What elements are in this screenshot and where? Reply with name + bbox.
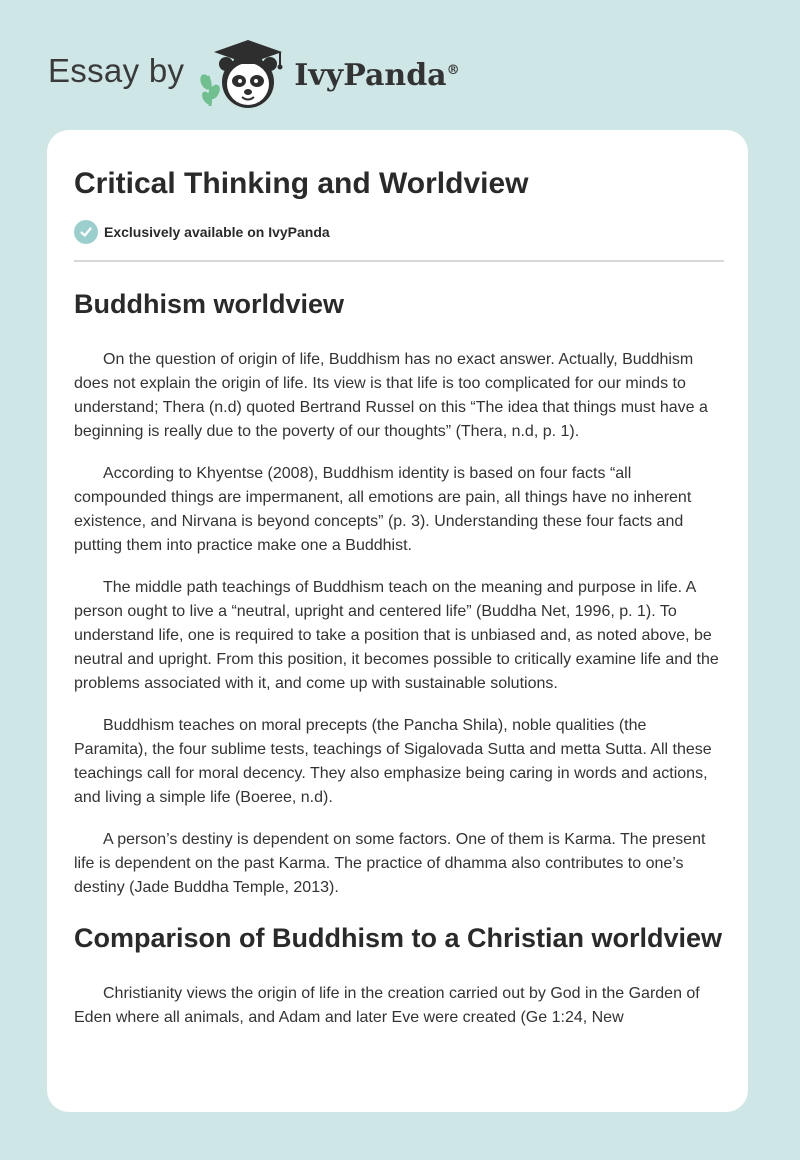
check-circle-icon <box>74 220 98 244</box>
paragraph: On the question of origin of life, Buddhism has no exact answer. Actually, Buddhism does not explain the origin of life. Its view is that life is too complicated for our minds to understand; Thera (n.d) quoted Bertrand Russel on this “The idea that things must have a beginning is really due to the poverty of our thoughts” (Thera, n.d, p. 1). <box>74 351 708 440</box>
section-heading: Buddhism worldview <box>74 289 345 319</box>
essay-content <box>74 130 724 1030</box>
brand-header <box>48 34 460 114</box>
essay-card <box>47 130 748 1112</box>
exclusive-badge <box>74 220 724 244</box>
brand-prefix: Essay by <box>48 52 185 89</box>
paragraph: Buddhism teaches on moral precepts (the Pancha Shila), noble qualities (the Paramita), the four sublime tests, teachings of Sigalovada Sutta and metta Sutta. All these teachings call for moral decency. They also emphasize being caring in words and actions, and living a simple life (Boeree, n.d). <box>74 717 712 806</box>
paragraph: According to Khyentse (2008), Buddhism identity is based on four facts “all compounded things are impermanent, all emotions are pain, all things have no inherent existence, and Nirvana is beyond concepts” (p. 3). Understanding these four facts and putting them into practice make one a Buddhist. <box>74 465 692 554</box>
panda-graduation-cap-icon <box>200 36 290 112</box>
brand-name: IvyPanda® <box>294 57 460 93</box>
badge-label: Exclusively available on IvyPanda <box>104 224 330 240</box>
paragraph: A person’s destiny is dependent on some factors. One of them is Karma. The present life is dependent on the past Karma. The practice of dhamma also contributes to one’s destiny (Jade Buddha Temple, 2013). <box>74 831 706 896</box>
page-title: Critical Thinking and Worldview <box>74 167 529 200</box>
divider <box>74 260 724 262</box>
paragraph: The middle path teachings of Buddhism teach on the meaning and purpose in life. A person ought to live a “neutral, upright and centered life” (Buddha Net, 1996, p. 1). To understand life, one is required to take a position that is unbiased and, as noted above, be neutral and upright. From this position, it becomes possible to critically examine life and the problems associated with it, and come up with sustainable solutions. <box>74 579 719 692</box>
section-heading: Comparison of Buddhism to a Christian worldview <box>74 923 723 953</box>
paragraph: Christianity views the origin of life in the creation carried out by God in the Garden of Eden where all animals, and Adam and later Eve were created (Ge 1:24, New <box>74 985 700 1026</box>
